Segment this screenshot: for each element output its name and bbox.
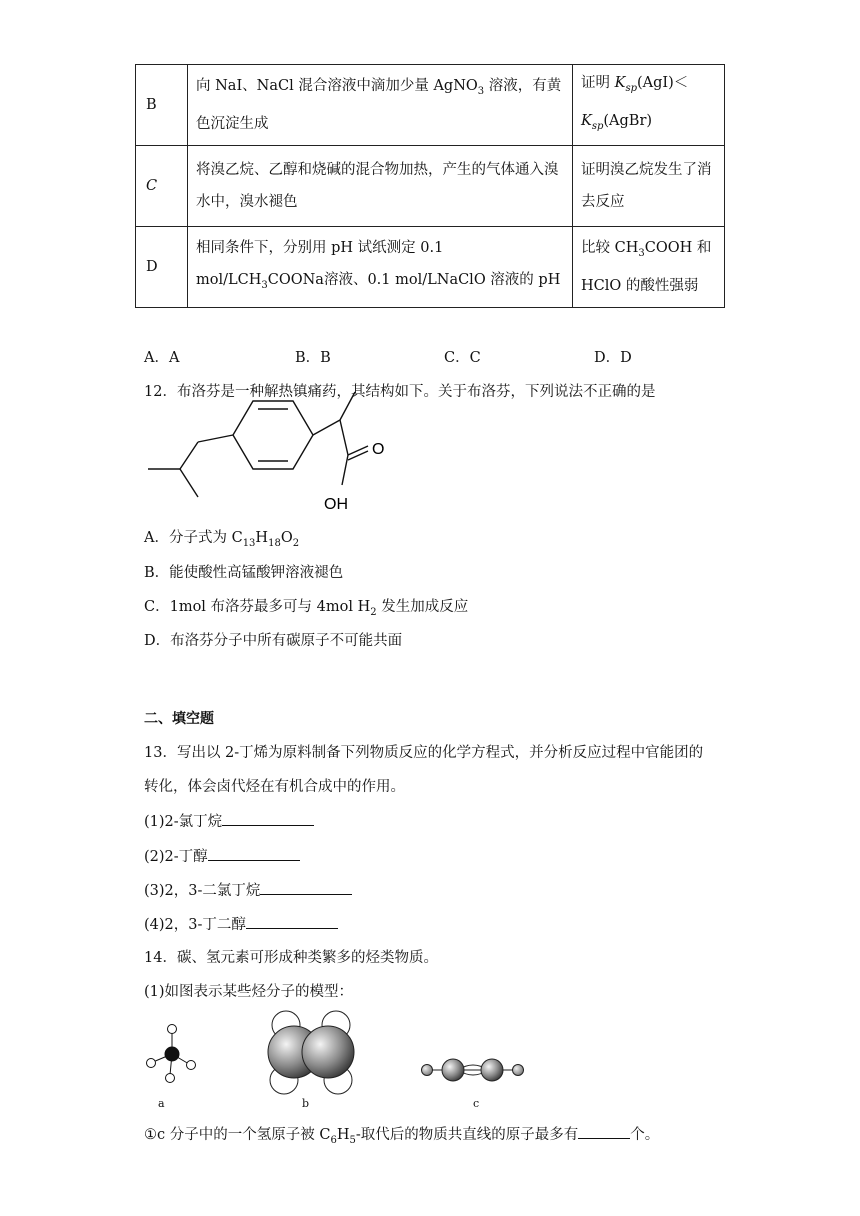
operation-cell: 相同条件下，分别用 pH 试纸测定 0.1 mol/$LCH_3COONa$溶液、0.1 mol/LNaClO 溶液的 pH [188, 227, 573, 308]
choice-b: B．B [295, 350, 331, 366]
row-label: C [136, 146, 188, 227]
q12-option-c: C．1mol 布洛芬最多可与 4mol $H_2$ 发生加成反应 [144, 599, 469, 618]
ibuprofen-skeleton [0, 380, 420, 520]
caption-b: b [302, 1097, 310, 1110]
q14-stem: 14．碳、氢元素可形成种类繁多的烃类物质。 [144, 950, 438, 966]
operation-cell: 将溴乙烷、乙醇和烧碱的混合物加热，产生的气体通入溴水中，溴水褪色 [188, 146, 573, 227]
row-label: B [136, 65, 188, 146]
choice-c: C．C [444, 350, 481, 366]
q12-option-d: D．布洛芬分子中所有碳原子不可能共面 [144, 633, 403, 649]
section-heading: 二、填空题 [144, 711, 214, 727]
experiment-table [135, 64, 725, 308]
q13-stem-line2: 转化，体会卤代烃在有机合成中的作用。 [144, 779, 405, 795]
model-b [268, 1011, 354, 1094]
choice-d: D．D [594, 350, 632, 366]
q14-question-1: ①c 分子中的一个氢原子被 $C_6H_5-$取代后的物质共直线的原子最多有 个。 [144, 1123, 659, 1146]
q13-item-1: (1)2-氯丁烷 [144, 810, 314, 831]
table-row [136, 65, 725, 146]
table-row [136, 227, 725, 308]
q14-sub1: (1)如图表示某些烃分子的模型： [144, 984, 354, 1000]
hydroxyl-label: OH [324, 496, 348, 513]
row-label: D [136, 227, 188, 308]
purpose-cell: 比较 $CH_3COOH$ 和 HClO 的酸性强弱 [573, 227, 725, 308]
q12-stem: 12．布洛芬是一种解热镇痛药，其结构如下。关于布洛芬，下列说法不正确的是 [144, 384, 656, 400]
q13-item-3: (3)2，3-二氯丁烷 [144, 879, 352, 900]
model-c [422, 1059, 524, 1081]
purpose-cell: 证明溴乙烷发生了消去反应 [573, 146, 725, 227]
q13-item-4: (4)2，3-丁二醇 [144, 913, 338, 934]
q12-option-a: A．分子式为 $C_{13}H_{18}O_2$ [144, 530, 300, 549]
q12-option-b: B．能使酸性高锰酸钾溶液褪色 [144, 565, 344, 581]
q13-stem-line1: 13．写出以 2-丁烯为原料制备下列物质反应的化学方程式，并分析反应过程中官能团的 [144, 745, 704, 761]
hydrocarbon-models [140, 1008, 540, 1103]
q13-item-2: (2)2-丁醇 [144, 845, 300, 866]
operation-cell: 向 NaI、NaCl 混合溶液中滴加少量 AgNO$_3$ 溶液，有黄色沉淀生成 [188, 65, 573, 146]
oxygen-label: O [372, 441, 385, 458]
caption-a: a [158, 1097, 165, 1110]
choice-a: A．A [144, 350, 180, 366]
model-a [147, 1025, 196, 1083]
purpose-cell: 证明 $K_{sp}(AgI)<$ $K_{sp}(AgBr)$ [573, 65, 725, 146]
caption-c: c [473, 1097, 480, 1110]
table-row [136, 146, 725, 227]
